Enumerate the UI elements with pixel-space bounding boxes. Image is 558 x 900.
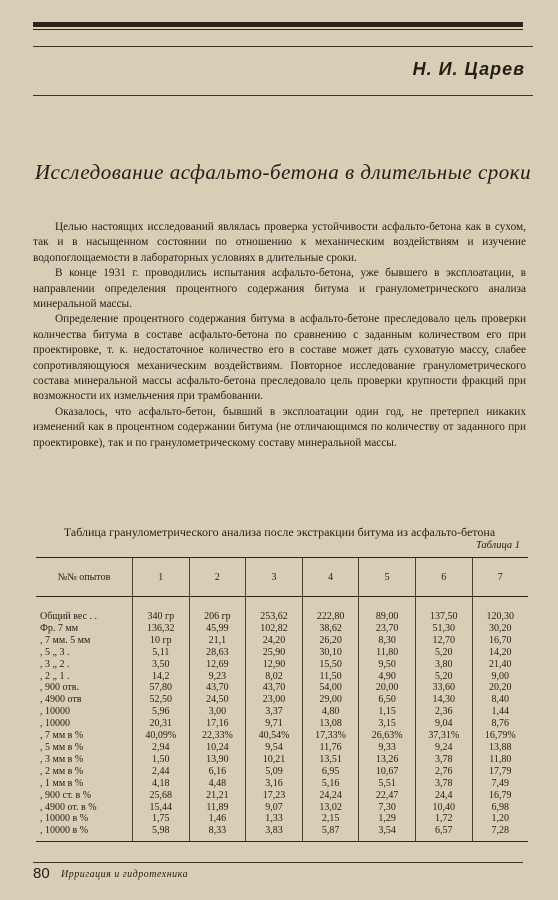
table-row <box>36 635 528 647</box>
table-row <box>36 597 528 623</box>
table-cell: 9,04 <box>415 718 472 730</box>
table-row <box>36 718 528 730</box>
table-label: Таблица 1 <box>475 540 520 551</box>
table-cell: 2,15 <box>302 813 359 825</box>
article-title: Исследование асфальто-бетона в длительные сроки <box>34 160 532 184</box>
table-cell: 13,88 <box>472 742 528 754</box>
table-cell: 6,57 <box>415 825 472 841</box>
table-cell: 13,51 <box>302 754 359 766</box>
table-cell: 14,30 <box>415 694 472 706</box>
row-label: , 4900 отв <box>40 694 82 706</box>
table-cell: 20,20 <box>472 682 528 694</box>
column-header: 4 <box>302 558 359 597</box>
table-cell: 5,20 <box>415 647 472 659</box>
table-cell: 3,78 <box>415 778 472 790</box>
table-cell: 25,90 <box>246 647 303 659</box>
table-row <box>36 730 528 742</box>
table-cell: 9,33 <box>359 742 416 754</box>
table-cell: 23,70 <box>359 623 416 635</box>
table-cell: 12,69 <box>189 659 246 671</box>
table-cell: 5,87 <box>302 825 359 841</box>
table-cell: 6,50 <box>359 694 416 706</box>
table-cell: 3,50 <box>133 659 190 671</box>
paragraph: В конце 1931 г. проводились испытания асфальто-бетона, уже бывшего в эксплоатации, в направлении определения процентного содержания битума и гранулометрического анализа минеральной массы. <box>33 267 526 311</box>
table-cell: 1,50 <box>133 754 190 766</box>
table-cell: 16,70 <box>472 635 528 647</box>
table-cell: 10,24 <box>189 742 246 754</box>
table-cell: 4,90 <box>359 671 416 683</box>
table-row <box>36 754 528 766</box>
table-cell: 1,75 <box>133 813 190 825</box>
table-cell: 24,50 <box>189 694 246 706</box>
table-cell: 43,70 <box>246 682 303 694</box>
table-row <box>36 825 528 841</box>
header-rule <box>33 22 523 27</box>
column-header: 2 <box>189 558 246 597</box>
table-cell: 17,79 <box>472 766 528 778</box>
table-row <box>36 647 528 659</box>
table-cell: 26,63% <box>359 730 416 742</box>
table-cell: 12,90 <box>246 659 303 671</box>
table-row <box>36 766 528 778</box>
table-cell: 20,00 <box>359 682 416 694</box>
table-caption: Таблица гранулометрического анализа после экстракции битума из асфальто-бетона <box>63 525 496 539</box>
table-row <box>36 694 528 706</box>
table-cell: 9,00 <box>472 671 528 683</box>
column-header-label: №№ опытов <box>36 558 133 597</box>
table-cell: 6,95 <box>302 766 359 778</box>
row-label: , 7 мм в % <box>40 730 84 742</box>
table-cell: 11,76 <box>302 742 359 754</box>
table-cell: 1,72 <box>415 813 472 825</box>
row-label: , 4900 от. в % <box>40 801 97 813</box>
table-cell: 3,54 <box>359 825 416 841</box>
row-label: , 3 „ 2 . <box>40 658 70 670</box>
table-cell: 30,10 <box>302 647 359 659</box>
table-cell: 33,60 <box>415 682 472 694</box>
table-cell: 2,44 <box>133 766 190 778</box>
paragraph: Целью настоящих исследований являлась проверка устойчивости асфальто-бетона как в сухом, так и в насыщенном состоянии по отношению к механическим воздействиям и изучение водопоглощаемости в лабораторных условиях в длительные сроки. <box>33 221 526 264</box>
row-label: Фр. 7 мм <box>40 622 79 634</box>
column-header: 5 <box>359 558 416 597</box>
table-cell: 206 гр <box>189 597 246 623</box>
table-cell: 1,46 <box>189 813 246 825</box>
table-cell: 4,80 <box>302 706 359 718</box>
table-cell: 5,16 <box>302 778 359 790</box>
table-cell: 17,23 <box>246 790 303 802</box>
table-row <box>36 623 528 635</box>
table-cell: 14,2 <box>133 671 190 683</box>
table-cell: 17,16 <box>189 718 246 730</box>
table-row <box>36 659 528 671</box>
table-cell: 29,00 <box>302 694 359 706</box>
row-label: , 2 мм в % <box>40 765 84 777</box>
table-cell: 24,4 <box>415 790 472 802</box>
page-number: 80 <box>33 865 50 882</box>
table-cell: 21,21 <box>189 790 246 802</box>
row-label: , 1 мм в % <box>40 777 84 789</box>
table-cell: 13,02 <box>302 802 359 814</box>
table-cell: 45,99 <box>189 623 246 635</box>
table-cell: 8,33 <box>189 825 246 841</box>
table-cell: 13,08 <box>302 718 359 730</box>
page-footer <box>33 862 523 882</box>
table-cell: 340 гр <box>133 597 190 623</box>
table-cell: 5,51 <box>359 778 416 790</box>
table-cell: 4,48 <box>189 778 246 790</box>
table-cell: 137,50 <box>415 597 472 623</box>
table-cell: 40,09% <box>133 730 190 742</box>
table-cell: 6,98 <box>472 802 528 814</box>
table-cell: 5,98 <box>133 825 190 841</box>
table-cell: 102,82 <box>246 623 303 635</box>
table-cell: 10,67 <box>359 766 416 778</box>
table-cell: 10,40 <box>415 802 472 814</box>
table-cell: 2,76 <box>415 766 472 778</box>
table-cell: 38,62 <box>302 623 359 635</box>
table-cell: 51,30 <box>415 623 472 635</box>
row-label: , 7 мм. 5 мм <box>40 634 91 646</box>
table-cell: 7,49 <box>472 778 528 790</box>
table-cell: 9,54 <box>246 742 303 754</box>
table-cell: 89,00 <box>359 597 416 623</box>
row-label: , 10000 <box>40 718 70 730</box>
table-cell: 15,50 <box>302 659 359 671</box>
table-header-row <box>36 558 528 597</box>
journal-name: Ирригация и гидротехника <box>61 869 189 880</box>
row-label: , 900 ст. в % <box>40 789 92 801</box>
table-cell: 6,16 <box>189 766 246 778</box>
table-cell: 23,00 <box>246 694 303 706</box>
table-cell: 28,63 <box>189 647 246 659</box>
table-cell: 2,94 <box>133 742 190 754</box>
table-cell: 1,33 <box>246 813 303 825</box>
table-cell: 13,26 <box>359 754 416 766</box>
table-cell: 21,40 <box>472 659 528 671</box>
table-cell: 4,18 <box>133 778 190 790</box>
table-cell: 57,80 <box>133 682 190 694</box>
table-cell: 16,79 <box>472 790 528 802</box>
table-cell: 3,83 <box>246 825 303 841</box>
table-cell: 9,07 <box>246 802 303 814</box>
table-cell: 1,20 <box>472 813 528 825</box>
table-cell: 13,90 <box>189 754 246 766</box>
table-cell: 8,02 <box>246 671 303 683</box>
table-cell: 5,09 <box>246 766 303 778</box>
paragraph: Оказалось, что асфальто-бетон, бывший в эксплоатации один год, не претерпел никаких изменений как в процентном содержании битума (не отличающимся по количеству от заданного при проектировке), так и по гранулометрическому составу минеральной массы. <box>33 405 526 449</box>
table-cell: 24,20 <box>246 635 303 647</box>
table-row <box>36 813 528 825</box>
table-cell: 43,70 <box>189 682 246 694</box>
table-cell: 3,80 <box>415 659 472 671</box>
row-label: , 3 мм в % <box>40 753 84 765</box>
table-cell: 14,20 <box>472 647 528 659</box>
table-cell: 20,31 <box>133 718 190 730</box>
table-cell: 11,80 <box>359 647 416 659</box>
table-cell: 3,37 <box>246 706 303 718</box>
table-cell: 1,44 <box>472 706 528 718</box>
table-cell: 30,20 <box>472 623 528 635</box>
table-cell: 10,21 <box>246 754 303 766</box>
column-header: 7 <box>472 558 528 597</box>
table-cell: 7,30 <box>359 802 416 814</box>
table-cell: 17,33% <box>302 730 359 742</box>
author-name: Н. И. Царев <box>412 59 525 79</box>
table-cell: 3,15 <box>359 718 416 730</box>
table-cell: 12,70 <box>415 635 472 647</box>
column-header: 6 <box>415 558 472 597</box>
table-cell: 24,24 <box>302 790 359 802</box>
table-cell: 37,31% <box>415 730 472 742</box>
table-cell: 222,80 <box>302 597 359 623</box>
article-body <box>33 220 526 451</box>
table-cell: 9,71 <box>246 718 303 730</box>
row-label: , 2 „ 1 . <box>40 670 70 682</box>
table-cell: 5,11 <box>133 647 190 659</box>
table-row <box>36 682 528 694</box>
table-row <box>36 802 528 814</box>
table-row <box>36 706 528 718</box>
table-cell: 22,33% <box>189 730 246 742</box>
column-header: 1 <box>133 558 190 597</box>
table-cell: 253,62 <box>246 597 303 623</box>
table-cell: 11,50 <box>302 671 359 683</box>
table-cell: 16,79% <box>472 730 528 742</box>
table-cell: 8,30 <box>359 635 416 647</box>
table-cell: 54,00 <box>302 682 359 694</box>
table-row <box>36 778 528 790</box>
table-cell: 9,50 <box>359 659 416 671</box>
table-cell: 40,54% <box>246 730 303 742</box>
table-cell: 9,24 <box>415 742 472 754</box>
table-row <box>36 671 528 683</box>
table-cell: 8,76 <box>472 718 528 730</box>
row-label: , 5 мм в % <box>40 741 84 753</box>
table-cell: 10 гр <box>133 635 190 647</box>
table-cell: 2,36 <box>415 706 472 718</box>
table-cell: 3,78 <box>415 754 472 766</box>
table-cell: 15,44 <box>133 802 190 814</box>
paragraph: Определение процентного содержания битума в асфальто-бетоне преследовало цель проверки количества битума в составе асфальто-бетона по сравнению с заданным количеством его при проектировке, т. к. недостаточное количество его в составе может дать суховатую массу, слабее сопротивляющуюся механическим воздействиям. Повторное исследование гранулометрического состава минеральной массы асфальто-бетона преследовало цель проверки крупности фракций при возможности их измельчения при трамбовании. <box>33 313 526 403</box>
table-cell: 21,1 <box>189 635 246 647</box>
row-label: , 10000 в % <box>36 825 133 841</box>
table-row <box>36 790 528 802</box>
table-cell: 22,47 <box>359 790 416 802</box>
table-body <box>36 597 528 842</box>
row-label: Общий вес . . <box>40 611 98 622</box>
row-label: , 10000 в % <box>40 813 89 825</box>
row-label: , 900 отв. <box>40 682 79 694</box>
table-cell: 1,29 <box>359 813 416 825</box>
row-label: , 5 „ 3 . <box>40 646 70 658</box>
table-cell: 8,40 <box>472 694 528 706</box>
table-cell: 25,68 <box>133 790 190 802</box>
table-cell: 1,15 <box>359 706 416 718</box>
row-label: , 10000 <box>40 706 70 718</box>
header-rule-thin <box>33 29 523 30</box>
table-cell: 5,96 <box>133 706 190 718</box>
table-cell: 9,23 <box>189 671 246 683</box>
table-cell: 26,20 <box>302 635 359 647</box>
table-row <box>36 742 528 754</box>
table-cell: 5,20 <box>415 671 472 683</box>
table-cell: 7,28 <box>472 825 528 841</box>
column-header: 3 <box>246 558 303 597</box>
table-cell: 52,50 <box>133 694 190 706</box>
granulometric-table <box>36 557 528 842</box>
author-box <box>33 46 533 96</box>
table-cell: 3,00 <box>189 706 246 718</box>
table-cell: 11,89 <box>189 802 246 814</box>
table-cell: 3,16 <box>246 778 303 790</box>
table-cell: 11,80 <box>472 754 528 766</box>
table-cell: 120,30 <box>472 597 528 623</box>
table-cell: 136,32 <box>133 623 190 635</box>
